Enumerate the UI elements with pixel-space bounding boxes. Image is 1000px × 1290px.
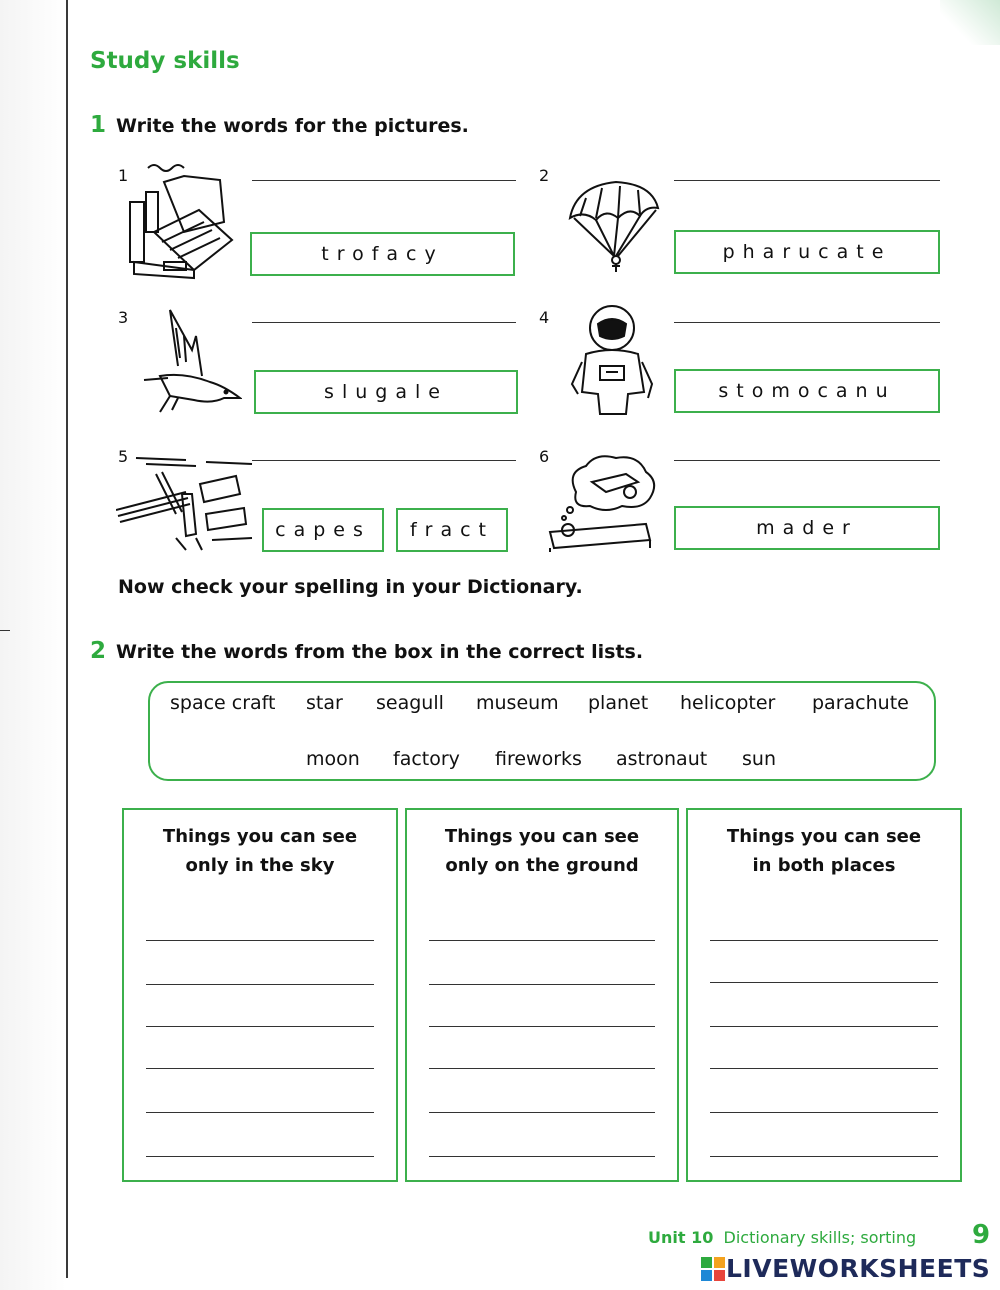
column-title-line2: in both places [752,855,896,876]
page-spine [66,0,68,1278]
check-spelling-instruction: Now check your spelling in your Dictionary. [118,576,583,598]
jumbled-word-box-5b: fract [396,508,508,552]
word-helicopter[interactable]: helicopter [680,692,776,714]
list-line[interactable] [710,1112,938,1113]
item-4-number: 4 [539,308,550,327]
word-space-craft[interactable]: space craft [170,692,276,714]
jumbled-word-box-6: mader [674,506,940,550]
word-moon[interactable]: moon [306,748,360,770]
exercise-2-heading [90,638,643,664]
astronaut-icon [566,302,658,416]
seagull-icon [140,306,242,416]
answer-line-6[interactable] [674,460,940,461]
jumbled-word-box-2: pharucate [674,230,940,274]
answer-line-1[interactable] [252,180,516,181]
list-column-both [686,808,962,1182]
item-5-number: 5 [118,447,129,466]
answer-line-5[interactable] [252,460,516,461]
item-2-number: 2 [539,166,550,185]
jumbled-word-box-5a: capes [262,508,384,552]
item-3-number: 3 [118,308,129,327]
liveworksheets-brand: LIVEWORKSHEETS [726,1254,991,1283]
jumbled-word-box-1: trofacy [250,232,515,276]
page-number: 9 [972,1220,991,1250]
exercise-2-number: 2 [90,638,107,664]
parachute-icon [566,178,661,274]
page-gutter [0,0,66,1290]
word-star[interactable]: star [306,692,343,714]
column-title-ground [407,822,677,880]
list-column-ground [405,808,679,1182]
column-title-both [688,822,960,880]
list-line[interactable] [146,1156,374,1157]
factory-icon [124,162,236,280]
answer-line-3[interactable] [252,322,516,323]
list-line[interactable] [429,1026,655,1027]
column-title-line1: Things you can see [726,826,922,847]
column-title-line2: only on the ground [445,855,639,876]
page-footer [648,1228,916,1247]
list-column-sky [122,808,398,1182]
list-line[interactable] [710,1156,938,1157]
list-line[interactable] [429,1156,655,1157]
word-planet[interactable]: planet [588,692,649,714]
liveworksheets-logo [700,1254,990,1283]
list-line[interactable] [429,1068,655,1069]
list-line[interactable] [710,940,938,941]
item-6-number: 6 [539,447,550,466]
list-line[interactable] [429,984,655,985]
jumbled-word-box-3: slugale [254,370,518,414]
column-title-line1: Things you can see [444,826,640,847]
exercise-2-instruction: Write the words from the box in the correct lists. [116,641,644,663]
word-factory[interactable]: factory [393,748,460,770]
space-station-icon [116,454,256,554]
exercise-1-number: 1 [90,112,107,138]
word-fireworks[interactable]: fireworks [495,748,582,770]
liveworksheets-logo-icon [700,1256,726,1282]
column-title-line1: Things you can see [162,826,358,847]
list-line[interactable] [710,1026,938,1027]
item-1-number: 1 [118,166,129,185]
list-line[interactable] [710,982,938,983]
column-title-line2: only in the sky [185,855,335,876]
word-astronaut[interactable]: astronaut [616,748,708,770]
list-line[interactable] [146,1112,374,1113]
exercise-1-heading [90,112,469,138]
section-title: Study skills [90,48,240,74]
column-title-sky [124,822,396,880]
dream-icon [546,452,661,552]
page-corner [940,0,1000,45]
margin-mark [0,630,10,631]
list-line[interactable] [429,940,655,941]
answer-line-2[interactable] [674,180,940,181]
word-museum[interactable]: museum [476,692,559,714]
list-line[interactable] [146,940,374,941]
list-line[interactable] [146,1068,374,1069]
list-line[interactable] [429,1112,655,1113]
list-line[interactable] [146,1026,374,1027]
word-parachute[interactable]: parachute [812,692,909,714]
unit-topic: Dictionary skills; sorting [723,1228,917,1247]
answer-line-4[interactable] [674,322,940,323]
word-sun[interactable]: sun [742,748,776,770]
list-line[interactable] [710,1068,938,1069]
word-seagull[interactable]: seagull [376,692,444,714]
exercise-1-instruction: Write the words for the pictures. [116,115,469,137]
jumbled-word-box-4: stomocanu [674,369,940,413]
list-line[interactable] [146,984,374,985]
unit-label: Unit 10 [648,1228,714,1247]
